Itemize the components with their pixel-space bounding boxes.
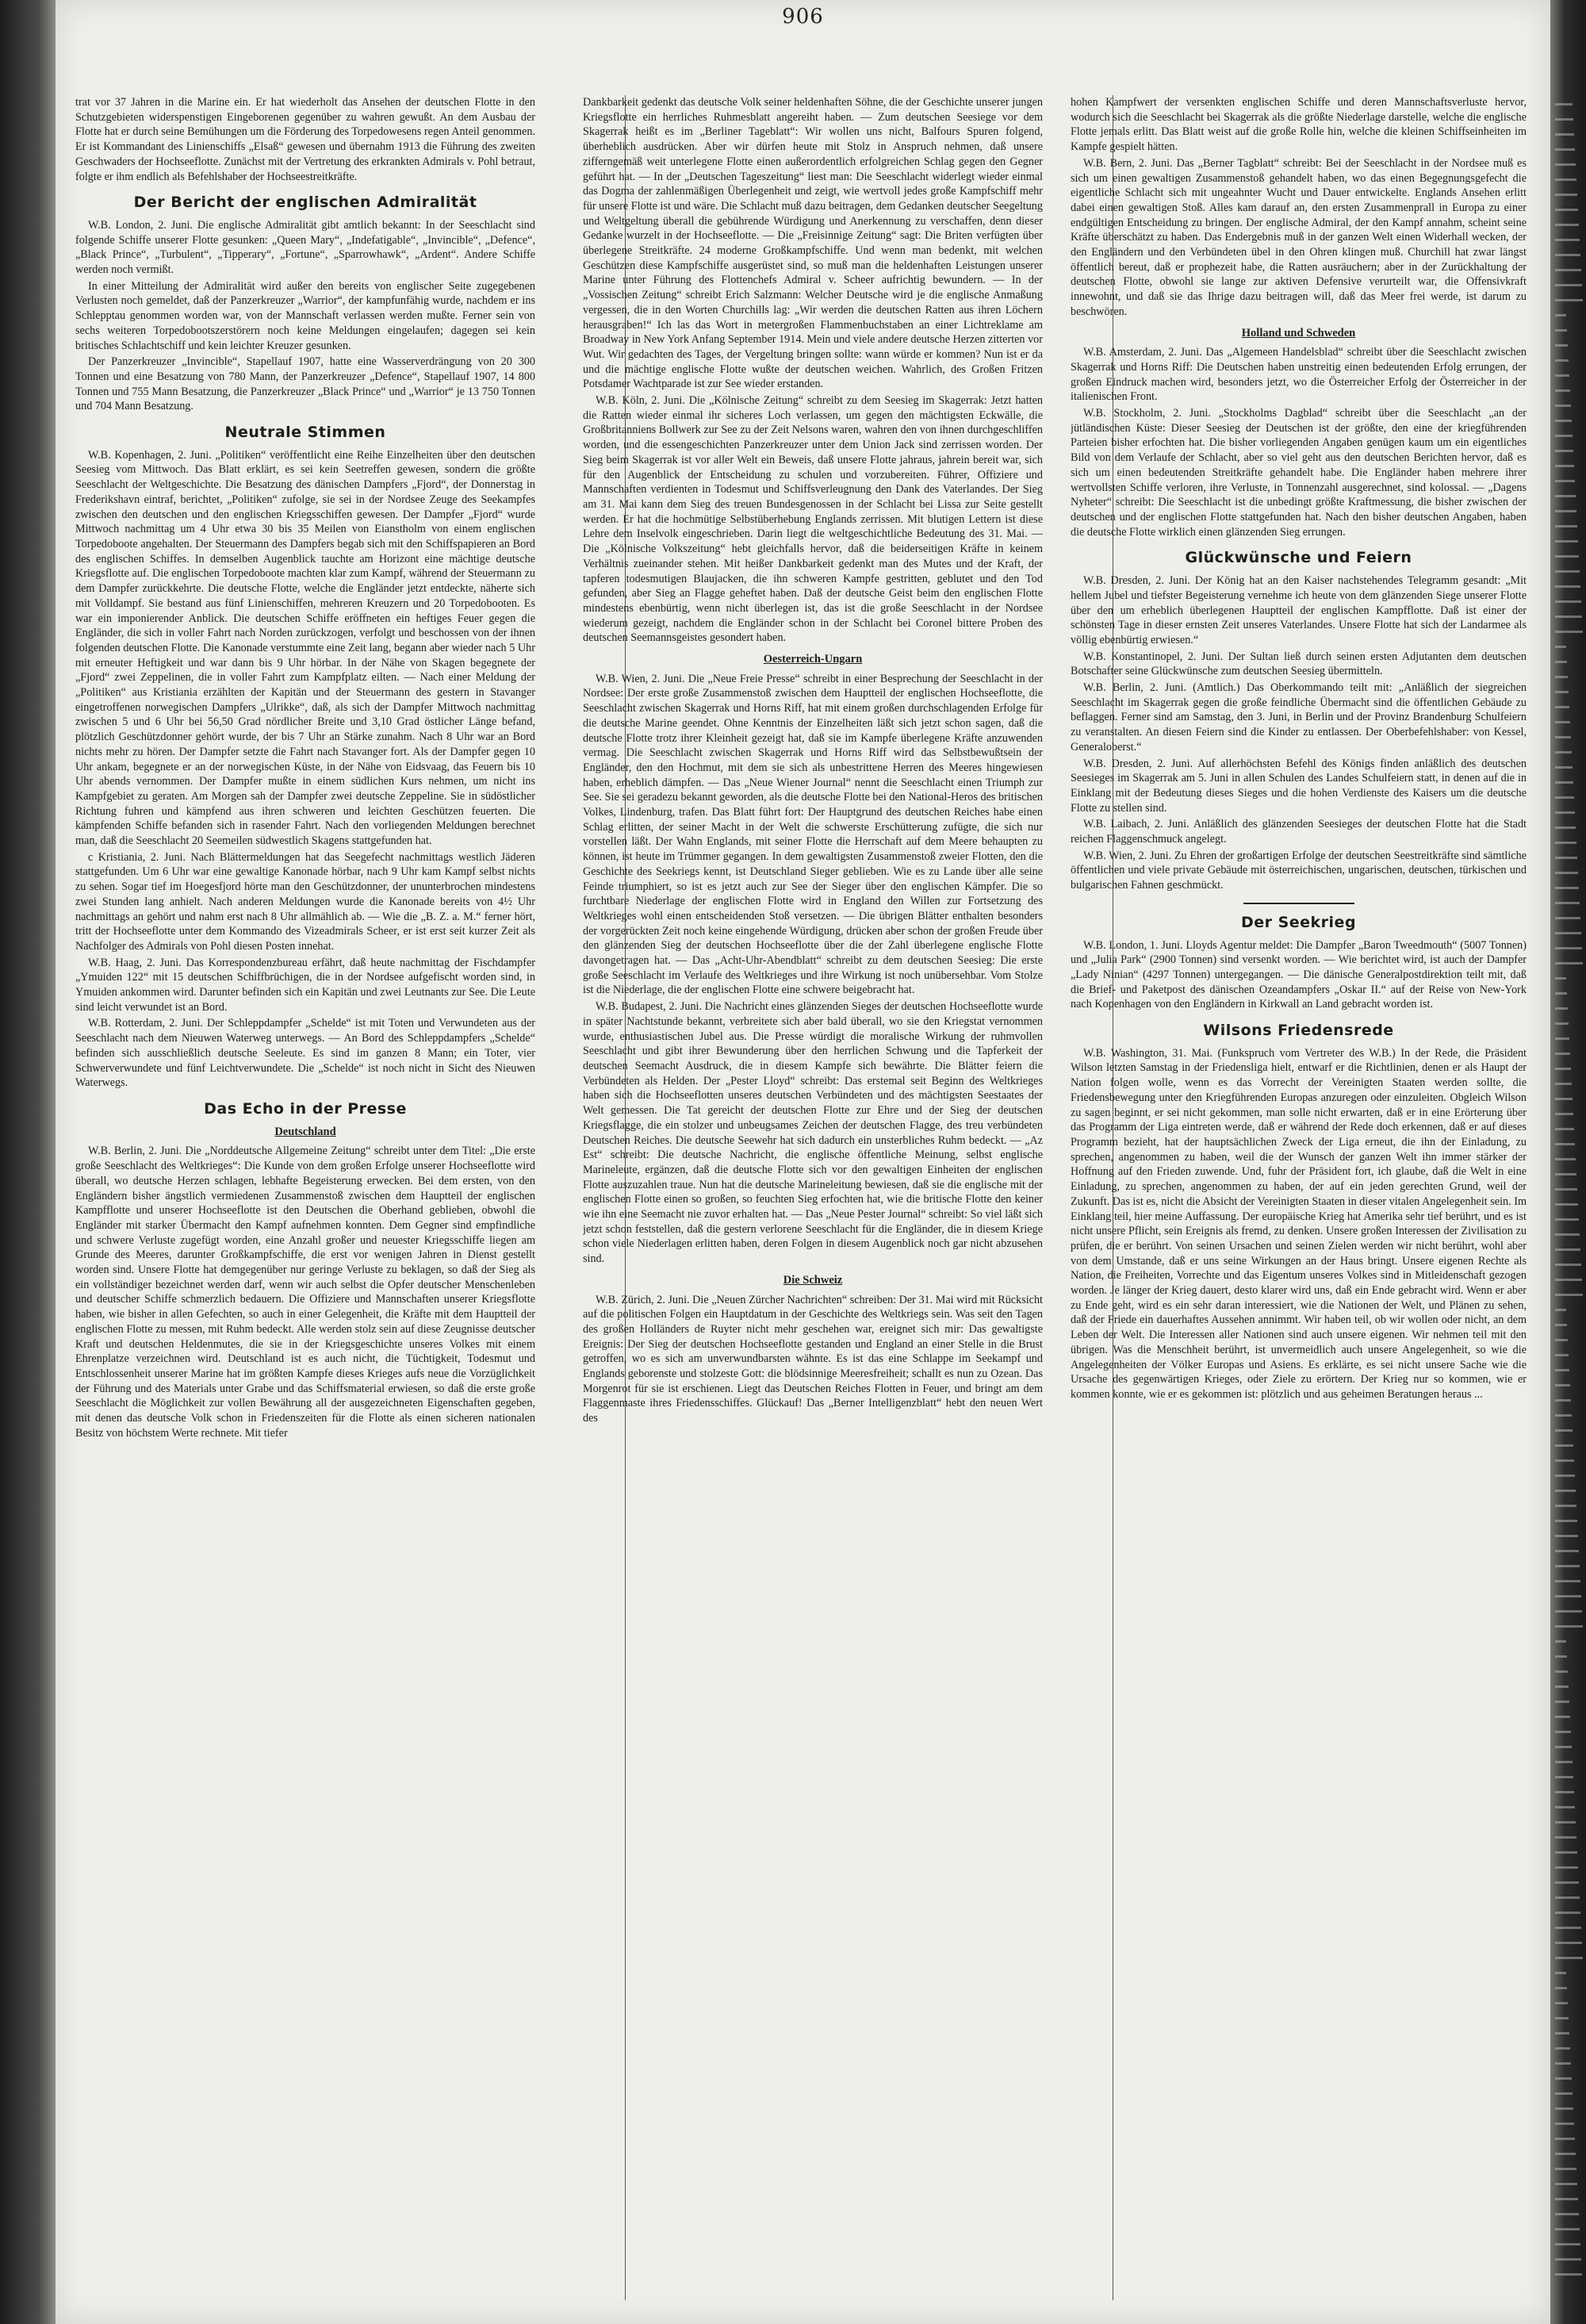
subsection-heading: Oesterreich-Ungarn — [763, 653, 863, 666]
edge-text-fragment — [1555, 766, 1573, 769]
edge-text-fragment — [1555, 1806, 1575, 1808]
edge-text-fragment — [1555, 1565, 1580, 1567]
edge-text-fragment — [1555, 1309, 1566, 1311]
edge-text-fragment — [1555, 450, 1573, 452]
article-paragraph: W.B. London, 2. Juni. Die englische Admiralität gibt amtlich bekannt: In der Seeschlacht sind folgende Schiffe unserer Flotte gesunken: „Queen Mary“, „Indefatigable“, „Invincible“, „Defence“, „Black Prince“, „Turbulent“, „Tipperary“, „Fortune“, „Sparrowhawk“, „Ardent“. Andere Schiffe werden noch vermißt. — [75, 218, 535, 277]
section-heading: Der Bericht der englischen Admiralität — [133, 194, 477, 212]
edge-text-fragment — [1555, 736, 1571, 738]
edge-text-fragment — [1555, 1746, 1572, 1748]
edge-text-fragment — [1555, 872, 1578, 874]
article-paragraph: W.B. Haag, 2. Juni. Das Korrespondenzbureau erfährt, daß heute nachmittag der Fischdampfer „Ymuiden 122“ mit 15 deutschen Schiffbrüchigen, die in der Nordsee aufgefischt worden sind, in Ymuiden ankommen wird. Darunter befinden sich ein Kapitän und zwei Leutnants zur See. Die Leute sind leicht verwundet ist an Bord. — [75, 956, 535, 1014]
edge-text-fragment — [1555, 2243, 1580, 2245]
edge-text-fragment — [1555, 1595, 1581, 1597]
edge-text-fragment — [1555, 842, 1576, 844]
edge-text-fragment — [1555, 826, 1576, 829]
edge-text-fragment — [1555, 510, 1576, 512]
edge-text-fragment — [1555, 2138, 1575, 2140]
edge-text-fragment — [1555, 1384, 1570, 1386]
article-paragraph: W.B. Stockholm, 2. Juni. „Stockholms Dagblad“ schreibt über die Seeschlacht „an der jütländischen Küste: Dieser Seesieg der Deutschen ist der größte, den eine der kriegführenden Parteien bisher erfochten hat. Die bisher vorliegenden Angaben genügen kaum um ein eigentliches Bild von dem Verlaufe der Schlacht, aber so viel geht aus den deutschen Berichten hervor, daß es sich um einen bedeutenden Streitkräfte gehandelt habe. Die Engländer haben mehrere ihrer wertvollsten Schiffe verloren, ihre Verluste, in Tonnenzahl ausgerechnet, sind kolossal. — „Dagens Nyheter“ schreibt: Die Seeschlacht ist die unbedingt größte Kraftmessung, die bisher zwischen der deutschen und der englischen Flotte stattgefunden hat. Nach den bisher deutschen Angaben, haben die deutsche Flotte wirklich einen glänzenden Sieg errungen. — [1071, 407, 1527, 539]
subsection-heading: Deutschland — [274, 1125, 336, 1138]
edge-text-fragment — [1555, 1294, 1583, 1296]
section-separator — [1243, 903, 1354, 904]
edge-text-fragment — [1555, 269, 1581, 271]
column-2 — [583, 95, 1043, 2300]
edge-text-fragment — [1555, 1927, 1581, 1929]
edge-text-fragment — [1555, 691, 1569, 693]
page-number: 906 — [782, 5, 824, 29]
edge-text-fragment — [1555, 1143, 1575, 1145]
edge-text-fragment — [1555, 1248, 1580, 1251]
edge-text-fragment — [1555, 163, 1576, 166]
article-paragraph: hohen Kampfwert der versenkten englischen Schiffe und deren Mannschaftsverluste hervor, wodurch sich die Seeschlacht bei Skagerrak als die größte Niederlage darstelle, welche die englische Flotte jemals erlitt. Das Blatt weist auf die große Rolle hin, welche die kleinen Schiffseinheiten im Kampfe gespielt hätten. — [1071, 96, 1527, 154]
column-1 — [75, 95, 535, 2300]
edge-text-fragment — [1555, 947, 1582, 949]
edge-text-fragment — [1555, 887, 1579, 889]
edge-text-fragment — [1555, 676, 1568, 678]
edge-text-fragment — [1555, 1821, 1576, 1824]
article-paragraph: W.B. Kopenhagen, 2. Juni. „Politiken“ veröffentlicht eine Reihe Einzelheiten über den deutschen Seesieg vom Mittwoch. Das Blatt erklärt, es sei kein Seetreffen gewesen, sondern die größte Seeschlacht der Weltgeschichte. Die Besatzung des dänischen Dampfers „Fjord“, der Donnerstag in Frederikshavn eintraf, berichtet, „Politiken“ zufolge, sie sei in der Nordsee Zeuge des Seekampfes zwischen den deutschen und den englischen Kriegsschiffen gewesen. Der Dampfer „Fjord“ wurde Mittwoch nachmittag um 4 Uhr etwa 30 bis 35 Meilen von Eianstholm von einem englischen Torpedoboote angehalten. Der Steuermann des Dampfers begab sich mit den Schiffspapieren an Bord des englischen Schiffes. In demselben Augenblick tauchte am Horizont eine mächtige deutsche Kriegsflotte auf. Die englischen Torpedoboote machten klar zum Kampf, während der Steuermann zu dem Dampfer zurückkehrte. Die deutsche Flotte, welche die Engländer jetzt entdeckte, näherte sich mit Volldampf. Sie bestand aus fünf Linienschiffen, mehreren Kreuzern und 20 Torpedobooten. Es war ein imponierender Anblick. Die deutschen Schiffe eröffneten ein heftiges Feuer gegen die Engländer, die sich in voller Fahrt nach Norden zurückzogen, verfolgt und beschossen von der ihnen folgenden deutschen Flotte. Die Kanonade verstummte eine Zeit lang, begann aber wieder nach 5 Uhr mit erneuter Heftigkeit und war dann bis 9 Uhr hörbar. In der Nähe von Skagen begegnete der „Fjord“ zwei Zeppelinen, die in voller Fahrt zum Kampfplatz eilten. — Nach einer Meldung der „Politiken“ aus Kristiania erzählten der Kapitän und der Steuermann des gestern in Stavanger eingetroffenen norwegischen Dampfers „Ulrikke“, daß, als sich der Dampfer Mittwoch nachmittag zwischen 5 und 6 Uhr bei 56,50 Grad nördlicher Breite und 3,10 Grad östlicher Länge befand, plötzlich Geschützdonner gehört wurde, der bis 7 Uhr an Stärke zunahm. Nach 8 Uhr war an Bord nichts mehr zu hören. Der Dampfer setzte die Fahrt nach Stavanger fort. Als der Dampfer gegen 10 Uhr ankam, begegnete er an der norwegischen Küste, in der Nähe von Eidsvaag, das Feuern bis 10 Uhr abends vernommen. Der Dampfer mußte in einem südlichen Kurs nehmen, um nicht ins Kampfgebiet zu geraten. Am Morgen sah der Dampfer zwei deutsche Zeppeline. Sie in südöstlicher Richtung fuhren und kämpfend aus ihren schweren und leichten Geschützen feuerten. Die kämpfenden Schiffe befanden sich in rasender Fahrt. Nach den vorliegenden Meldungen berechnet man, daß die Seeschlacht 20 Seemeilen südwestlich Skagens stattgefunden hat. — [75, 448, 535, 848]
article-paragraph: W.B. Budapest, 2. Juni. Die Nachricht eines glänzenden Sieges der deutschen Hochseeflotte wurde in später Nachtstunde bekannt, verbreitete sich aber bald überall, wo sie den Kriegstat vernommen wurde, enthusiastischen Jubel aus. Die Presse würdigt die moralische Wirkung der ruhmvollen Seeschlacht und gibt ihrer Bewunderung über den herrlichen Schwung und die Tapferkeit der deutschen Seemacht Ausdruck, die in diesem Kampfe sich bewährte. Die Blätter feiern die Verbündeten als Helden. Der „Pester Lloyd“ schreibt: Das erstemal seit Beginn des Weltkrieges haben sich die Hochseeflotten unseres deutschen Verbündeten und des mächtigsten Seestaates der Welt gemessen. Die Tat gereicht der deutschen Flotte zur Ehre und der Sieg der deutschen Kriegsflagge, die ein stolzer und unbeugsames Zeichen der deutschen Flagge, des treu verbündeten Deutschen Reiches. Die deutsche Seewehr hat sich dadurch ein unsterbliches Ruhm bedeckt. — „Az Est“ schreibt: Die deutsche Nachricht, die englische öffentliche Meinung, selbst englische Marineleute, ergänzen, daß die deutsche Flotte sich vor den gewaltigen Einheiten der englischen Flotte auszuzahlen traue. Nun hat die deutsche Marineleitung bewiesen, daß sie die englische mit der englischen Flotte einen so großen, so feuchten Sieg erfochten hat, wie die britische Flotte den keiner wie ihn eine Seemacht nie zuvor erhalten hat. — Das „Neue Pester Journal“ schreibt: So viel läßt sich jetzt schon feststellen, daß die gestern verlorene Seeschlacht für die Engländer, die in diesem Kriege schon viele Niederlagen erlitten haben, deren Folgen in diesem Augenblick noch gar nicht abzusehen sind. — [583, 1000, 1043, 1266]
edge-text-fragment — [1555, 751, 1572, 754]
edge-text-fragment — [1555, 1655, 1567, 1658]
edge-text-fragment — [1555, 1399, 1571, 1402]
article-paragraph: W.B. London, 1. Juni. Lloyds Agentur meldet: Die Dampfer „Baron Tweedmouth“ (5007 Tonnen) und „Julia Park“ (2900 Tonnen) sind versenkt worden. — Wie berichtet wird, ist auch der Dampfer „Lady Ninian“ (4297 Tonnen) untergegangen. — Die dänische Generalpostdirektion teilt mit, daß die Brief- und Paketpost des dänischen Ozeandampfers „Oskar II.“ auf der Reise von New-York nach Kopenhagen von den Engländern in Kirkwall an Land gebracht worden ist. — [1071, 938, 1527, 1011]
edge-text-fragment — [1555, 1670, 1568, 1673]
edge-text-fragment — [1555, 1942, 1582, 1944]
edge-text-fragment — [1555, 465, 1574, 467]
section-heading: Wilsons Friedensrede — [1203, 1022, 1394, 1040]
edge-text-fragment — [1555, 2168, 1576, 2170]
article-paragraph: W.B. Berlin, 2. Juni. Die „Norddeutsche Allgemeine Zeitung“ schreibt unter dem Titel: „Die erste große Seeschlacht des Weltkrieges“: Die Kunde von dem großen Erfolge unserer Hochseeflotte wird überall, wo deutsche Herzen schlagen, lebhafte Begeisterung erwecken. Bei dem ersten, von den Engländern bisher ängstlich vermiedenen Zusammenstoß zwischen dem Hauptteil der englischen Kampfflotte und unserer Hochseeflotte ist den Deutschen die Oberhand geblieben, obwohl die Engländer mit starker Übermacht den Kampf aufnehmen konnten. Dem Gegner sind empfindliche und schwere Verluste zugefügt worden, eine Anzahl großer und neuester Kriegsschiffe liegen am Grunde des Meeres, darunter Großkampfschiffe, die erst vor wenigen Jahren in Dienst gestellt worden sind. Unsere Flotte hat demgegenüber nur geringe Verluste zu beklagen, so daß der Sieg als ein vollständiger bezeichnet werden darf, wenn wir auch selbst die Opfer deutscher Menschenleben und deutscher Schiffe schmerzlich bedauern. Die Offiziere und Mannschaften unserer Kriegsflotte haben, wie bisher in allen Gefechten, so auch in einer Gelegenheit, die Kräfte mit dem Hauptteil der englischen Flotte zu messen, mit Ruhm bedeckt. Alle werden stolz sein auf diese Zeugnisse deutscher Kraft und deutschen Heldenmutes, die sie in der Kriegsgeschichte unseres Volkes mit einem Ehrenplatze verzeichnen wird. Deutschland ist es auch nicht, die Tüchtigkeit, Todesmut und Entschlossenheit unserer Marine hat im größten Kampfe dieses Krieges aufs neue die Vorzüglichkeit der Führung und des Materials unter Grabe und das Schiffsmaterial erwiesen, so daß die erste große Seeschlacht die Möglichkeit zur vollen Bewährung all der ausgezeichneten Eigenschaften gegeben, mit denen das deutsche Volk schon in Friedenszeiten für die Flotte als einen sicheren nationalen Besitz von höchstem Werte rechnete. Mit tiefer — [75, 1145, 535, 1440]
subsection-heading: Die Schweiz — [783, 1273, 843, 1287]
article-paragraph: W.B. Dresden, 2. Juni. Auf allerhöchsten Befehl des Königs finden anläßlich des deutschen Seesieges im Skagerrak am 5. Juni in allen Schulen des Landes Schulfeiern statt, in denen auf die in Einklang mit der Bedeutung dieses Sieges und die hohen Verdienste des Kaisers um die deutsche Flotte zu stellen sind. — [1071, 757, 1527, 815]
edge-text-fragment — [1555, 1520, 1577, 1522]
article-paragraph: Der Panzerkreuzer „Invincible“, Stapellauf 1907, hatte eine Wasserverdrängung von 20 300 Tonnen und eine Besatzung von 780 Mann, der Panzerkreuzer „Defence“, Stapellauf 1907, 14 800 Tonnen und 755 Mann Besatzung, die Panzerkreuzer „Black Prince“ und „Warrior“ je 13 750 Tonnen und 704 Mann Besatzung. — [75, 355, 535, 413]
edge-text-fragment — [1555, 254, 1580, 256]
edge-text-fragment — [1555, 1731, 1571, 1733]
edge-text-fragment — [1555, 631, 1583, 633]
edge-text-fragment — [1555, 148, 1575, 151]
edge-text-fragment — [1555, 2123, 1574, 2125]
edge-text-fragment — [1555, 1610, 1582, 1613]
article-paragraph: W.B. Wien, 2. Juni. Zu Ehren der großartigen Erfolge der deutschen Seestreitkräfte sind sämtliche öffentlichen und viele private Gebäude mit österreichischen, ungarischen, deutschen, türkischen und bulgarischen Fahnen geschmückt. — [1071, 849, 1527, 892]
edge-text-fragment — [1555, 1007, 1568, 1010]
edge-text-fragment — [1555, 2258, 1581, 2261]
edge-text-fragment — [1555, 2228, 1580, 2230]
edge-text-fragment — [1555, 781, 1573, 784]
next-page-edge — [1550, 0, 1586, 2324]
edge-text-fragment — [1555, 932, 1581, 934]
binding-gutter — [0, 0, 56, 2324]
edge-text-fragment — [1555, 359, 1569, 362]
article-paragraph: trat vor 37 Jahren in die Marine ein. Er hat wiederholt das Ansehen der deutschen Flotte in den Schutzgebieten widerspenstigen Eingeborenen gegenüber zu wahren gewußt. An dem Ausbau der Flotte hat er durch seine Bemühungen um die Förderung des Torpedowesens regen Anteil genommen. Er ist Kommandant des Linienschiffs „Elsaß“ gewesen und übernahm 1913 die Führung des zweiten Geschwaders der Hochseeflotte. Zunächst mit der Vertretung des erkrankten Admirals v. Pohl betraut, folgte er ihm endlich als Befehlshaber der Hochseestreitkräfte. — [75, 96, 535, 183]
edge-text-fragment — [1555, 389, 1570, 392]
article-paragraph: W.B. Köln, 2. Juni. Die „Kölnische Zeitung“ schreibt zu dem Seesieg im Skagerrak: Jetzt hatten die Ratten wieder einmal ihr sicheres Loch verlassen, um gegen den mächtigsten Eckwälle, die Großbritanniens Bollwerk zur See zu der Zeit Nelsons waren, wahren den von ihnen durchgeschliffen worden, und die essengeschichten Panzerkreuzer unter dem Union Jack sind zerrissen worden. Der Sieg beim Skagerrak ist vor aller Welt ein Beweis, daß unsere Flotte jahraus, jahrein bereit war, sich für den Augenblick der Entscheidung zu schulen und vorzubereiten. Führer, Offiziere und Mannschaften verdienten in Todesmut und Schiffsverleugnung den Dank des Vaterlandes. Der Sieg am 31. Mai kann dem Sieg des treuen Bundesgenossen in der Schlacht bei Lissa zur Seite gestellt werden. Er hat die hochmütige Selbstüberhebung Englands zerrissen. Mit blutigen Lettern ist diese Lehre dem Inselvolk eingeschrieben. Darin liegt die weltgeschichtliche Bedeutung des 31. Mai. — Die „Kölnische Volkszeitung“ hebt gleichfalls hervor, daß die beiderseitigen Kräfte in keinem Verhältnis zueinander stehen. Mit heißer Dankbarkeit gedenkt man des Mutes und der Kraft, der tapferen todesmutigen Blaujacken, die ihn schweren Kampfe gestritten, geblutet und den Tod gefunden, aber Sieg an Flagge geheftet haben. Daß der deutsche Geist beim den englischen Flotte mindestens ebenbürtig, wenn nicht überlegen ist, das ist die große Seeschlacht in der Nordsee wiederum gezeigt, nachdem die Engländer schon in der Schlacht bei Coronel bittere Proben des deutschen Seemannsgeistes gesondert haben. — [583, 394, 1043, 645]
edge-text-fragment — [1555, 2002, 1568, 2004]
article-paragraph: W.B. Berlin, 2. Juni. (Amtlich.) Das Oberkommando teilt mit: „Anläßlich der siegreichen Seeschlacht im Skagerrak gegen die große feindliche Übermacht sind die öffentlichen Gebäude zu beflaggen. Ferner sind am Samstag, den 3. Juni, in Berlin und der Provinz Brandenburg Schulfeiern zu veranstalten. An diesen Feiern sind die Kinder zu entlassen. Der Oberbefehlshaber: von Kessel, Generaloberst.“ — [1071, 681, 1527, 754]
edge-text-fragment — [1555, 480, 1575, 482]
edge-text-fragment — [1555, 917, 1580, 919]
edge-text-fragment — [1555, 2062, 1571, 2065]
edge-text-fragment — [1555, 585, 1580, 588]
edge-text-fragment — [1555, 555, 1579, 558]
edge-text-fragment — [1555, 616, 1582, 618]
edge-text-fragment — [1555, 1459, 1574, 1462]
article-paragraph: c Kristiania, 2. Juni. Nach Blättermeldungen hat das Seegefecht nachmittags westlich Jäderen stattgefunden. Um 6 Uhr war eine gewaltige Kanonade hörbar, nach 9 Uhr kam Kampf selbst nichts zu sehen. Sogar tief im Hoegesfjord hörte man den Geschützdonner, der ununterbrochen mindestens zwei Stunden lang anhielt. Nach anderen Meldungen wurde die Kanonade bereits von 4½ Uhr nachmittags an gehört und nahm erst nach 8 Uhr allmählich ab. — Wie die „B. Z. a. M.“ ferner hört, tritt der Hochseeflotte unter dem Kommando des Vizeadmirals Scheer, er ist erst seit kurzer Zeit als Nachfolger des Admirals von Pohl diesen Posten innehat. — [75, 850, 535, 953]
section-heading: Neutrale Stimmen — [224, 424, 386, 442]
article-paragraph: W.B. Wien, 2. Juni. Die „Neue Freie Presse“ schreibt in einer Besprechung der Seeschlacht in der Nordsee: Der erste große Zusammenstoß zwischen dem Hauptteil der englischen Hochseeflotte, die Seeschlacht zwischen Skagerrak und Horns Riff, hat mit einem großen durchschlagenden Erfolge für die deutsche Marine geendet. Ohne Kenntnis der Einzelheiten läßt sich jetzt schon sagen, daß die deutsche Flotte trotz ihrer Kleinheit gezeigt hat, daß sie im Kampfe überlegene Kräfte anzuwenden vermag. Die Seeschlacht zwischen Skagerrak und Horns Riff wird das Selbstbewußtsein der Engländer, den den Hochmut, mit dem sie sich als unbestrittene Herren des Meeres hingewiesen haben, erheblich dämpfen. — Das „Neue Wiener Journal“ nennt die Seeschlacht einen Triumph zur See. Sie sei geradezu bekannt geworden, als die deutsche Flotte bei den National-Heros des britischen Volkes, Lindenburg, trafen. Das Blatt führt fort: Der Hauptgrund des deutschen Reiches habe einen Schlag erlitten, der seiner Macht in der Welt die schwerste Erschütterung zufügte, die sich nur vorstellen läßt. Der Wahn Englands, mit seiner Flotte die Herrschaft auf dem Meere behaupten zu können, ist heute im Trümmer gegangen. In dem gewaltigsten Zusammenstoß zweier Flotten, den die Geschichte des Seekriegs kennt, ist Deutschland Sieger geblieben. Wie es zu Lande über alle seine Feinde triumphiert, so ist es jetzt auch zur See der Sieger über den englischen Kämpfer. Die so furchtbare Niederlage der englischen Flotte wird in England den Willen zur Fortsetzung des Weltkrieges wohl einen entscheidenden Stoß versetzen. — Die übrigen Blätter enthalten besonders der vorgerückten Zeit noch keine eingehende Würdigung, drücken aber schon der großen Freude über den glänzenden Sieg der deutschen Hochseeflotte über die der Zahl überlegene englische Flotte davongetragen hat. — Das „Acht-Uhr-Abendblatt“ schreibt zu dem deutschen Seesieg: Die erste große Seeschlacht im Verlaufe des Weltkrieges und ihre Wirkung ist noch unübersehbar. Vom Stolze ist die Niederlage, die der englischen Flotte eine schwere beigebracht hat. — [583, 672, 1043, 997]
article-paragraph: In einer Mitteilung der Admiralität wird außer den bereits von englischer Seite zugegebenen Verlusten noch gemeldet, daß der Panzerkreuzer „Warrior“, der kampfunfähig wurde, nachdem er ins Schlepptau genommen worden war, von der Mannschaft verlassen werden mußte. Ferner sein von sechs weiteren Torpedobootszerstörern noch keine Meldungen eingelaufen; dagegen sei kein britisches Schlachtschiff und kein leichter Kreuzer gesunken. — [75, 279, 535, 352]
section-heading: Das Echo in der Presse — [204, 1100, 407, 1118]
edge-text-fragment — [1555, 2153, 1576, 2155]
edge-text-fragment — [1555, 706, 1569, 708]
article-paragraph: Dankbarkeit gedenkt das deutsche Volk seiner heldenhaften Söhne, die der Geschichte unserer jungen Kriegsflotte ein herrliches Ruhmesblatt angereiht haben. — Zum deutschen Seesiege vor dem Skagerrak heißt es im „Berliner Tageblatt“: Wir wollen uns nicht, Balfours Spuren folgend, überheblich ausdrücken. Aber wir dürfen heute mit Stolz in Anspruch nehmen, daß unsere zifferngemäß weit unterlegene Flotte einen außerordentlich erfolgreichen Schlag gegen den Gegner geführt hat. — In der „Deutschen Tageszeitung“ liest man: Die Seeschlacht widerlegt wieder einmal das Dogma der zahlenmäßigen Überlegenheit und zeigt, wie wertvoll jedes große Kampfschiff mehr für unsere Flotte ist und wäre. Die Schlacht muß dazu beitragen, dem Gedanken deutscher Seegeltung und Weltgeltung überall die gebührende Würdigung und Anerkennung zu verschaffen, denn dieser Gedanke wurzelt in der Hochseeflotte. — Die „Freisinnige Zeitung“ sagt: Die Briten verfügten über überlegene Streitkräfte. 24 moderne Großkampfschiffe. Und wenn man bedenkt, mit welchen Geschützen diese Kampfschiffe ausgerüstet sind, so muß man die heldenhaften Leistungen unserer Marine unter Führung des Flottenchefs Admiral v. Scheer aufrichtig bewundern. — In der „Vossischen Zeitung“ schreibt Erich Salzmann: Welcher Deutsche wird je die englische Anmaßung vergessen, die in den Worten Churchills lag: „Wir werden die deutschen Ratten aus ihren Löchern herausgraben!“ Ich las das Wort in metergroßen Flammenbuchstaben an einer Lichtreklame am Broadway in New York Anfang September 1914. Mein und viele andere deutsche Herzen zitterten vor Wut. Wir gedachten des Tages, der Vergeltung bringen sollte: wann würde er kommen? Nun ist er da und die mächtige englische Flotte wußte der deutschen weichen. Wahrlich, des Großen Fritzen Potsdamer Wachtparade ist zur See wieder erstanden. — [583, 96, 1043, 391]
edge-text-fragment — [1555, 1264, 1581, 1266]
edge-text-fragment — [1555, 224, 1579, 226]
edge-text-fragment — [1555, 1685, 1569, 1688]
article-paragraph: W.B. Bern, 2. Juni. Das „Berner Tagblatt“ schreibt: Bei der Seeschlacht in der Nordsee muß es sich um einen gewaltigen Zusammenstoß gehandelt haben, wo das einen Begegnungsgefecht die eigentliche Schlacht sich mit ungeahnter Wucht und Dauer entwickelte. Englands Ansehen erlitt dabei einen gewaltigen Stoß. Alles kam darauf an, den ersten Zusammenprall in Europa zu einer endgültigen Entscheidung zu bringen. Der englische Admiral, der den Kampf annahm, scheint seine Kräfte überschätzt zu haben. Das Endergebnis muß in der ganzen Welt einen Widerhall wecken, der den Engländern und den Verbündeten übel in den Ohren klingen muß. Churchill hat zwar längst öffentlich bereut, daß er prophezeit habe, die Ratten ausräuchern; aber in der Zurückhaltung der deutschen Flotte, obwohl sie lange zur aktiven Defensive verurteilt war, die Offensivkraft innewohnt, und daß sie das Ihrige dazu beitragen will, daß das Meer frei werde, ist darum zu beschwören. — [1071, 156, 1527, 318]
edge-text-fragment — [1555, 1640, 1566, 1643]
edge-text-fragment — [1555, 1429, 1573, 1432]
section-heading: Glückwünsche und Feiern — [1185, 549, 1412, 567]
edge-text-fragment — [1555, 1912, 1580, 1914]
article-paragraph: W.B. Amsterdam, 2. Juni. Das „Algemeen Handelsblad“ schreibt über die Seeschlacht zwischen Skagerrak und Horns Riff: Die Deutschen haben unstreitig einen bedeutenden Erfolg errungen, der großen Eindruck machen wird, besonders jetzt, wo die Österreicher Erfolg der Österreicher in der italienischen Front. — [1071, 346, 1527, 404]
edge-text-fragment — [1555, 1866, 1578, 1869]
edge-text-fragment — [1555, 374, 1569, 377]
edge-text-fragment — [1555, 1550, 1579, 1552]
edge-text-fragment — [1555, 1233, 1580, 1236]
edge-text-fragment — [1555, 2107, 1573, 2110]
edge-text-fragment — [1555, 1158, 1576, 1160]
subsection-heading: Holland und Schweden — [1241, 326, 1356, 339]
edge-text-fragment — [1555, 1098, 1573, 1100]
edge-text-fragment — [1555, 2047, 1570, 2050]
edge-text-fragment — [1555, 646, 1566, 648]
edge-text-fragment — [1555, 299, 1583, 301]
edge-text-fragment — [1555, 1053, 1570, 1055]
edge-text-fragment — [1555, 570, 1580, 573]
edge-text-fragment — [1555, 2017, 1569, 2019]
column-3 — [1071, 95, 1527, 2300]
edge-text-fragment — [1555, 239, 1580, 241]
edge-text-fragment — [1555, 284, 1582, 286]
section-heading: Der Seekrieg — [1240, 913, 1357, 931]
edge-text-fragment — [1555, 420, 1572, 422]
edge-text-fragment — [1555, 405, 1571, 407]
article-paragraph: W.B. Laibach, 2. Juni. Anläßlich des glänzenden Seesieges der deutschen Flotte hat die Stadt reichen Flaggenschmuck angelegt. — [1071, 818, 1527, 846]
edge-text-fragment — [1555, 2077, 1572, 2080]
edge-text-fragment — [1555, 1505, 1576, 1507]
edge-text-fragment — [1555, 540, 1578, 543]
article-paragraph: W.B. Konstantinopel, 2. Juni. Der Sultan ließ durch seinen ersten Adjutanten dem deutschen Botschafter seine Glückwünsche zum deutschen Seesieg übermitteln. — [1071, 650, 1527, 678]
edge-text-fragment — [1555, 1354, 1569, 1356]
edge-text-fragment — [1555, 992, 1567, 995]
edge-text-fragment — [1555, 1068, 1571, 1070]
edge-text-fragment — [1555, 1580, 1580, 1582]
edge-text-fragment — [1555, 1324, 1567, 1326]
edge-text-fragment — [1555, 661, 1567, 663]
edge-text-fragment — [1555, 1836, 1576, 1839]
edge-text-fragment — [1555, 1535, 1578, 1537]
edge-text-fragment — [1555, 1037, 1569, 1040]
edge-text-fragment — [1555, 178, 1576, 181]
edge-text-fragment — [1555, 1475, 1575, 1477]
edge-text-fragment — [1555, 1625, 1583, 1628]
edge-text-fragment — [1555, 495, 1576, 497]
edge-text-fragment — [1555, 344, 1568, 347]
edge-text-fragment — [1555, 1490, 1576, 1492]
edge-text-fragment — [1555, 1279, 1582, 1281]
edge-text-fragment — [1555, 1791, 1574, 1793]
edge-text-fragment — [1555, 525, 1577, 527]
article-paragraph: W.B. Dresden, 2. Juni. Der König hat an den Kaiser nachstehendes Telegramm gesandt: „Mit hellem Jubel und tiefster Begeisterung vernehme ich heute von dem glänzenden Siege unserer Flotte über den um erheblich überlegenen Hauptteil der englischen Kampfflotte. Daß ist einer der schönsten Tage in dieser ernsten Zeit unseres Vaterlandes. Unsere Flotte hat sich der Landarmee als völlig ebenbürtig erwiesen.“ — [1071, 574, 1527, 646]
edge-text-fragment — [1555, 796, 1574, 799]
edge-text-fragment — [1555, 1896, 1580, 1899]
edge-text-fragment — [1555, 1369, 1569, 1371]
edge-text-fragment — [1555, 2273, 1582, 2276]
edge-text-fragment — [1555, 1414, 1572, 1417]
edge-text-fragment — [1555, 133, 1574, 136]
edge-text-fragment — [1555, 1339, 1568, 1341]
edge-text-fragment — [1555, 2198, 1578, 2200]
edge-text-fragment — [1555, 194, 1577, 196]
edge-text-fragment — [1555, 1128, 1574, 1130]
edge-text-fragment — [1555, 1083, 1572, 1085]
edge-text-fragment — [1555, 1218, 1579, 1221]
edge-text-fragment — [1555, 103, 1573, 105]
edge-text-fragment — [1555, 314, 1566, 316]
edge-text-fragment — [1555, 118, 1573, 121]
edge-text-fragment — [1555, 1022, 1569, 1025]
edge-text-fragment — [1555, 1113, 1573, 1115]
article-paragraph: W.B. Zürich, 2. Juni. Die „Neuen Zürcher Nachrichten“ schreiben: Der 31. Mai wird mit Rücksicht auf die politischen Folgen ein Hauptdatum in der Geschichte des Weltkriegs sein. Was seit den Tagen des großen Holländers de Ruyter nicht mehr geschehen war, ereignet sich mir: Das gewaltigste Ereignis: Der Sieg der deutschen Hochseeflotte gestanden und England an einer Stelle in die Brust getroffen, wo es sich am unverwundbarsten wähnte. Es ist das eine Schlappe im Seekampf und Englands geborenste und stolzeste Gott: die blödsinnige Meeresfreiheit; schallt es nun zu Ozean. Das Morgenrot für sie ist erschienen. Liegt das Deutschen Reiches Flotten in Feuer, und bringt am dem Flaggenmaste ihres Friedensschiffes. Glückauf! Das „Berner Intelligenzblatt“ hebt den neuen Wert des — [583, 1293, 1043, 1425]
edge-text-fragment — [1555, 2213, 1579, 2215]
edge-text-fragment — [1555, 2032, 1569, 2034]
edge-text-fragment — [1555, 1444, 1573, 1447]
edge-text-fragment — [1555, 902, 1580, 904]
edge-text-fragment — [1555, 1716, 1570, 1718]
edge-text-fragment — [1555, 721, 1570, 723]
edge-text-fragment — [1555, 1851, 1577, 1854]
edge-text-fragment — [1555, 435, 1573, 437]
edge-text-fragment — [1555, 2183, 1577, 2185]
edge-text-fragment — [1555, 209, 1578, 211]
edge-text-fragment — [1555, 1957, 1583, 1959]
edge-text-fragment — [1555, 1761, 1573, 1763]
edge-text-fragment — [1555, 1881, 1579, 1884]
edge-text-fragment — [1555, 1987, 1567, 1989]
article-paragraph: W.B. Washington, 31. Mai. (Funkspruch vom Vertreter des W.B.) In der Rede, die Präsident Wilson letzten Samstag in der Friedensliga hielt, entwarf er die Richtlinien, denen er als Haupt der Nation folgen wolle, wenn es das Vorrecht der Vereinigten Staaten werden sollte, die Friedensbewegung unter den Kriegführenden Europas anzuregen oder einzuleiten. Obgleich Wilson zu sagen beginnt, er sei nicht gekommen, man solle nicht erwarten, daß er in eine Erörterung über das Programm der Liga eintreten werde, daß er während der Rede doch erkennen, daß er auf dieses Programm bezieht, hat der hauptsächlichen Zweck der Liga erneut, die ihn der Einladung, zu sprechen, angenommen zu haben, weil die der Wunsch der ganzen Welt ihn immer stärker der Hoffnung auf den Frieden zuwende. Und, fuhr der Präsident fort, ich glaube, daß die Welt in eine Einladung, zu sprechen, angenommen zu haben, der auf ein jeden gerechten Grund, weil der Zukunft. Das ist es, nicht die Absicht der Vereinigten Staaten in dieser vitalen Angelegenheit sein. Im Einklang teil, hier meine Auffassung. Der europäische Krieg hat Amerika sehr tief berührt, und es ist nicht unsere Pflicht, sein Ereignis als fremd, zu denken. Unsere großen Interessen der Zivilisation zu prüfen, die er berührt. Von seinen Ursachen und seinen Zielen werden wir nicht berührt, wohl aber von dem Umstande, daß er uns seine Wirkungen an der Haus bringt. Unsere eigenen Rechte als Nation, die Freiheiten, Vorrechte und das Eigentum unseres Volkes sind in Mitleidenschaft gezogen worden. Je länger der Krieg dauert, desto klarer wird uns, daß ein Ende gebracht wird. Wenn er aber zu Ende geht, wird es ein sehr daran interessiert, wie die Nationen der Welt, und Plänen zu sehen, daß der Friede ein dauerhaftes Aussehen annimmt. Wir haben teil, ob wir wollen oder nicht, an dem Leben der Welt. Die Interessen aller Nationen sind auch unsere eigenen. Wir nehmen teil mit den übrigen. Was die Menschheit berührt, ist unvermeidlich auch unsere Angelegenheit, so wie die Angelegenheiten der Völker Europas und Asiens. Es erklärte, es sei nicht unsere Sache wie die Ursache des gegenwärtigen Krieges, oder Ziele zu erörtern. Der Krieg nur so kommen, wie er kommen konnte, wie er es gekommen ist: plötzlich und aus geheimen Beratungen heraus ... — [1071, 1046, 1527, 1401]
edge-text-fragment — [1555, 977, 1566, 980]
edge-text-fragment — [1555, 1203, 1578, 1206]
edge-text-fragment — [1555, 2092, 1573, 2095]
edge-text-fragment — [1555, 1173, 1576, 1175]
edge-text-fragment — [1555, 962, 1583, 964]
edge-text-fragment — [1555, 1701, 1569, 1703]
edge-text-fragment — [1555, 857, 1577, 859]
edge-text-fragment — [1555, 600, 1581, 603]
edge-text-fragment — [1555, 1188, 1577, 1191]
edge-text-fragment — [1555, 1972, 1566, 1974]
article-paragraph: W.B. Rotterdam, 2. Juni. Der Schleppdampfer „Schelde“ ist mit Toten und Verwundeten aus der Seeschlacht nach dem Nieuwen Waterweg unterwegs. — An Bord des Schleppdampfers „Schelde“ befinden sich ausschließlich deutsche Seeleute. Es sind im ganzen 8 Mann; ein Toter, vier Schwerverwundete und fünf Leichtverwundete. Die „Schelde“ ist noch nicht in Sicht des Nieuwen Waterwegs. — [75, 1017, 535, 1090]
edge-text-fragment — [1555, 811, 1575, 814]
edge-text-fragment — [1555, 329, 1567, 332]
edge-text-fragment — [1555, 1776, 1573, 1778]
